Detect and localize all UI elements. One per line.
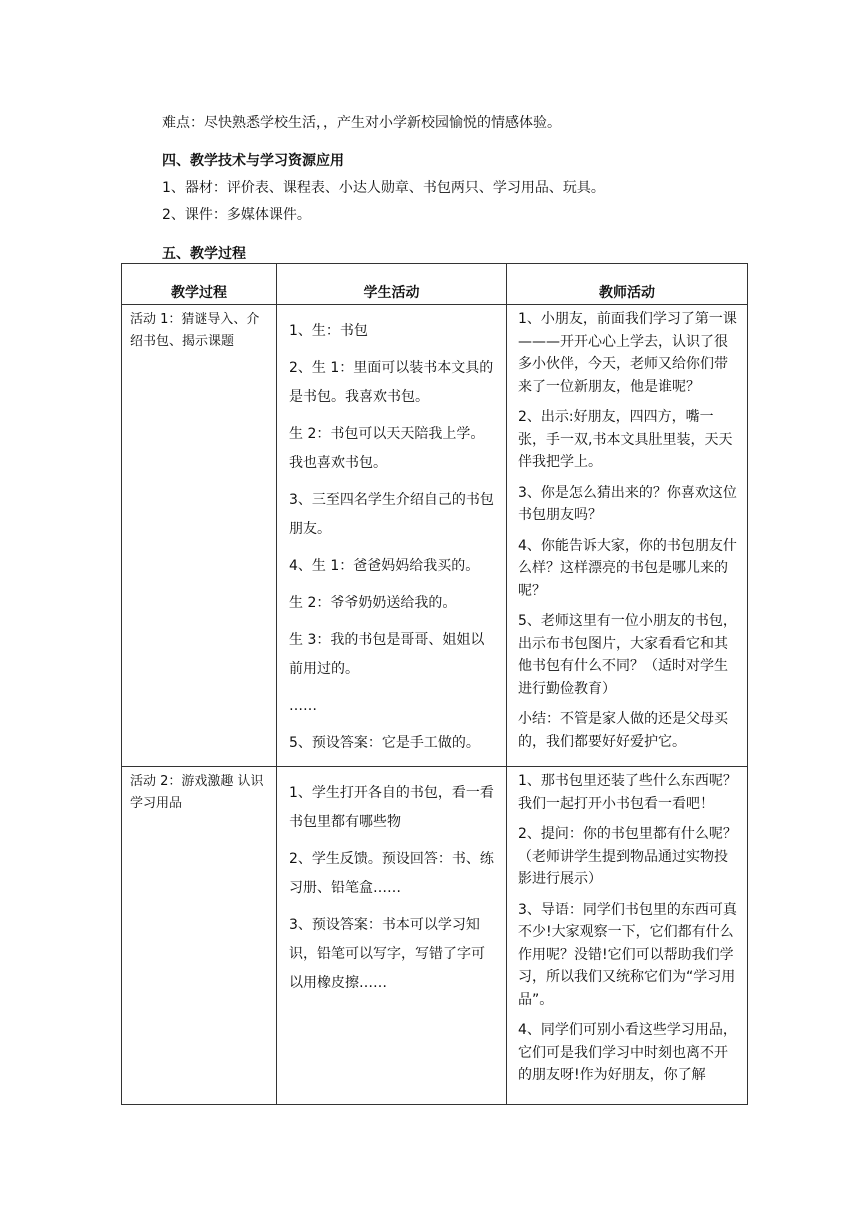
table-row bbox=[122, 305, 748, 767]
student-activity-item: 3、预设答案：书本可以学习知识，铅笔可以写字，写错了字可以用橡皮擦…… bbox=[289, 917, 485, 991]
section-4-item: 1、器材：评价表、课程表、小达人勋章、书包两只、学习用品、玩具。 bbox=[162, 180, 605, 196]
student-activity-item: 生 2：爷爷奶奶送给我的。 bbox=[289, 595, 457, 611]
section-4-title: 四、教学技术与学习资源应用 bbox=[162, 153, 344, 169]
teacher-activity-item: 1、小朋友，前面我们学习了第一课———开开心心上学去，认识了很多小伙伴，今天，老师又给你们带来了一位新朋友，他是谁呢？ bbox=[518, 311, 737, 395]
teacher-activity-cell bbox=[507, 305, 748, 767]
header-student: 学生活动 bbox=[277, 264, 507, 305]
teacher-activity-item: 3、你是怎么猜出来的？你喜欢这位书包朋友吗？ bbox=[518, 484, 737, 523]
teacher-activity-item: 小结：不管是家人做的还是父母买的，我们都要好好爱护它。 bbox=[518, 711, 728, 750]
section-4-item: 2、课件：多媒体课件。 bbox=[162, 207, 311, 223]
student-activity-item: 1、生：书包 bbox=[289, 323, 368, 339]
table-header-row bbox=[122, 264, 748, 305]
teacher-activity-cell bbox=[507, 767, 748, 1105]
teacher-activity-item: 5、老师这里有一位小朋友的书包，出示布书包图片，大家看看它和其他书包有什么不同？（适时对学生进行勤俭教育） bbox=[518, 613, 737, 697]
teacher-activity-item: 4、同学们可别小看这些学习用品，它们可是我们学习中时刻也离不开的朋友呀!作为好朋友，你了解 bbox=[518, 1022, 737, 1083]
teacher-activity-item: 4、你能告诉大家，你的书包朋友什么样？这样漂亮的书包是哪儿来的呢？ bbox=[518, 537, 737, 599]
student-activity-item: 2、生 1：里面可以装书本文具的是书包。我喜欢书包。 bbox=[289, 360, 494, 405]
student-activity-item: 4、生 1：爸爸妈妈给我买的。 bbox=[289, 558, 480, 574]
student-activity-item: 3、三至四名学生介绍自己的书包朋友。 bbox=[289, 492, 494, 537]
teaching-process-table bbox=[121, 263, 748, 1105]
student-activity-item: 2、学生反馈。预设回答：书、练习册、铅笔盒…… bbox=[289, 851, 494, 896]
student-activity-item: 5、预设答案：它是手工做的。 bbox=[289, 735, 480, 751]
header-process: 教学过程 bbox=[122, 264, 277, 305]
header-teacher: 教师活动 bbox=[507, 264, 748, 305]
student-activity-cell bbox=[277, 767, 507, 1105]
student-activity-item: 生 2：书包可以天天陪我上学。我也喜欢书包。 bbox=[289, 426, 485, 471]
teacher-activity-item: 1、那书包里还装了些什么东西呢？我们一起打开小书包看一看吧！ bbox=[518, 773, 737, 812]
difficulty-text: 难点：尽快熟悉学校生活，，产生对小学新校园愉悦的情感体验。 bbox=[162, 115, 561, 131]
teacher-activity-item: 2、出示:好朋友，四四方，嘴一张，手一双,书本文具肚里装，天天伴我把学上。 bbox=[518, 409, 733, 470]
teacher-activity-item: 3、导语：同学们书包里的东西可真不少!大家观察一下，它们都有什么作用呢？没错!它们可以帮助我们学习，所以我们又统称它们为“学习用品”。 bbox=[518, 901, 737, 1008]
student-activity-item: 生 3：我的书包是哥哥、姐姐以前用过的。 bbox=[289, 632, 485, 677]
student-activity-item: …… bbox=[289, 698, 317, 714]
teacher-activity-item: 2、提问：你的书包里都有什么呢？（老师讲学生提到物品通过实物投影进行展示） bbox=[518, 826, 737, 887]
student-activity-item: 1、学生打开各自的书包，看一看书包里都有哪些物 bbox=[289, 785, 494, 830]
process-cell: 活动 1：猜谜导入、介绍书包、揭示课题 bbox=[122, 305, 277, 767]
process-cell: 活动 2：游戏激趣 认识学习用品 bbox=[122, 767, 277, 1105]
table-row bbox=[122, 767, 748, 1105]
student-activity-cell bbox=[277, 305, 507, 767]
section-5-title: 五、教学过程 bbox=[162, 246, 246, 262]
